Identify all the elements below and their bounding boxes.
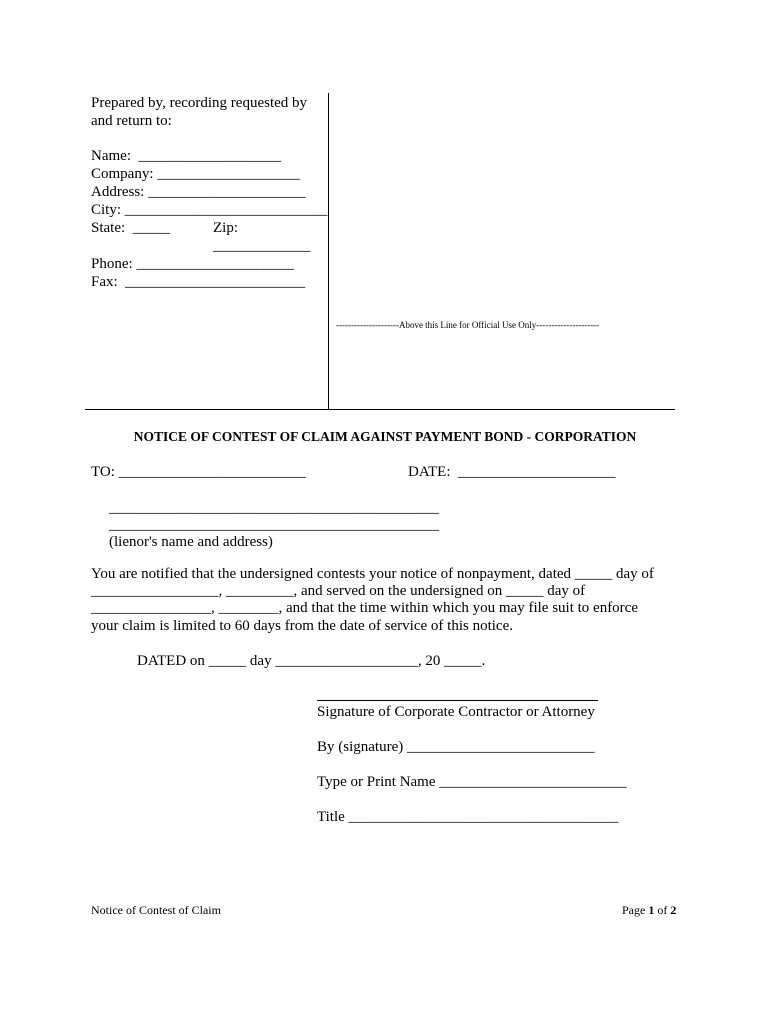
- city-field[interactable]: City: ___________________________: [91, 202, 328, 218]
- page-mid: of: [654, 903, 671, 917]
- address-field[interactable]: Address: _____________________: [91, 184, 306, 200]
- page-current: 1: [648, 903, 655, 917]
- footer-document-name: Notice of Contest of Claim: [91, 903, 221, 917]
- recording-divider-horizontal: [85, 409, 675, 410]
- lienor-line-1[interactable]: ____________________________________________: [109, 500, 439, 516]
- lienor-caption: (lienor's name and address): [109, 534, 273, 550]
- state-field[interactable]: State: _____: [91, 220, 171, 236]
- title-field[interactable]: Title ____________________________________: [317, 809, 619, 825]
- zip-field[interactable]: _____________: [213, 238, 311, 254]
- page-number: [622, 903, 676, 918]
- date-field[interactable]: DATE: _____________________: [408, 464, 616, 480]
- name-field[interactable]: Name: ___________________: [91, 148, 281, 164]
- dated-line[interactable]: DATED on _____ day ___________________, 20 _____.: [137, 653, 486, 669]
- prepared-by-line2: and return to:: [91, 113, 172, 129]
- to-field[interactable]: TO: _________________________: [91, 464, 307, 480]
- signature-line[interactable]: [317, 700, 598, 701]
- company-field[interactable]: Company: ___________________: [91, 166, 300, 182]
- print-name-field[interactable]: Type or Print Name _________________________: [317, 774, 627, 790]
- body-line-2: _________________, _________, and served on the undersigned on _____ day of: [91, 583, 586, 599]
- fax-field[interactable]: Fax: ________________________: [91, 274, 306, 290]
- zip-label: Zip:: [213, 220, 238, 236]
- signature-caption: Signature of Corporate Contractor or Attorney: [317, 704, 595, 720]
- page-total: 2: [670, 903, 677, 917]
- body-line-4: your claim is limited to 60 days from the date of service of this notice.: [91, 618, 513, 634]
- official-use-notice: ---------------------Above this Line for Official Use Only---------------------: [336, 320, 600, 330]
- recording-divider-vertical: [328, 93, 329, 410]
- phone-field[interactable]: Phone: _____________________: [91, 256, 294, 272]
- page-prefix: Page: [622, 903, 649, 917]
- lienor-line-2[interactable]: ____________________________________________: [109, 517, 439, 533]
- body-line-3: ________________, ________, and that the time within which you may file suit to enforce: [91, 600, 638, 616]
- prepared-by-line1: Prepared by, recording requested by: [91, 95, 308, 111]
- body-line-1: You are notified that the undersigned contests your notice of nonpayment, dated _____ day of: [91, 566, 654, 582]
- by-signature-field[interactable]: By (signature) _________________________: [317, 739, 595, 755]
- document-title: NOTICE OF CONTEST OF CLAIM AGAINST PAYMENT BOND - CORPORATION: [133, 429, 637, 444]
